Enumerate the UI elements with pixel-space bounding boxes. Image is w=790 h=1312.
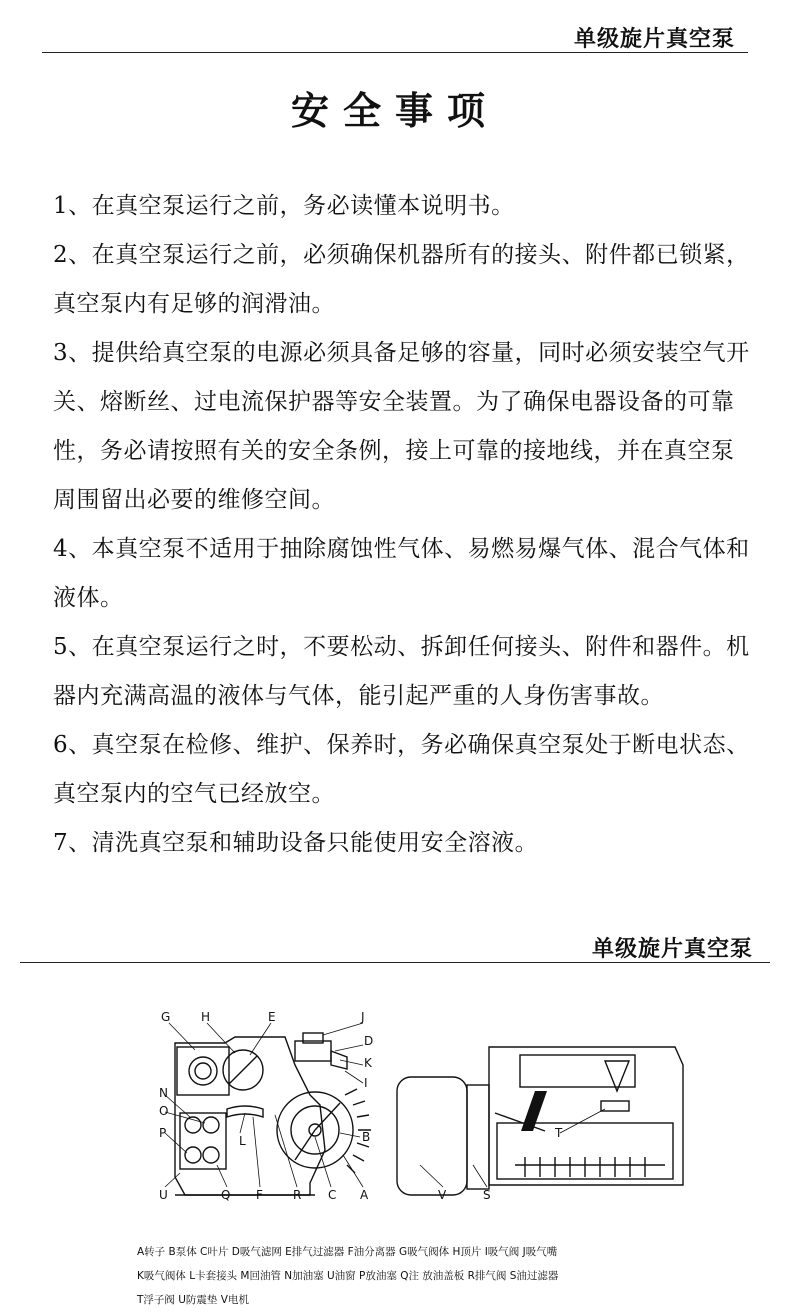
- label-C: C: [328, 1188, 337, 1202]
- label-U: U: [159, 1188, 168, 1202]
- safety-item: 2、在真空泵运行之前，必须确保机器所有的接头、附件都已锁紧，真空泵内有足够的润滑油。: [53, 242, 750, 317]
- label-R: R: [293, 1188, 302, 1202]
- legend-line: K吸气阀体 L卡套接头 M回油管 N加油塞 U油窗 P放油塞 Q注 放油盖板 R排气阀 S油过滤器: [137, 1270, 559, 1282]
- page-header-top: 单级旋片真空泵: [574, 27, 736, 52]
- safety-items-list: [53, 182, 753, 868]
- pump-diagram: [135, 1005, 695, 1235]
- pump-vane-hatched: [521, 1091, 547, 1131]
- label-F: F: [256, 1188, 263, 1202]
- safety-item: 4、本真空泵不适用于抽除腐蚀性气体、易燃易爆气体、混合气体和液体。: [53, 536, 750, 611]
- label-H: H: [201, 1010, 211, 1024]
- legend-line: T浮子阀 U防震垫 V电机: [137, 1294, 249, 1306]
- label-P: P: [159, 1126, 167, 1140]
- label-G: G: [161, 1010, 171, 1024]
- safety-item: 7、清洗真空泵和辅助设备只能使用安全溶液。: [53, 830, 539, 856]
- pump-cross-section-drawing: [175, 1033, 683, 1195]
- label-A: A: [360, 1188, 369, 1202]
- label-S: S: [483, 1188, 491, 1202]
- label-V: V: [438, 1188, 447, 1202]
- label-E: E: [268, 1010, 276, 1024]
- label-O: O: [159, 1104, 169, 1118]
- safety-item: 6、真空泵在检修、维护、保养时，务必确保真空泵处于断电状态、真空泵内的空气已经放空。: [53, 732, 750, 807]
- label-N: N: [159, 1086, 168, 1100]
- label-L: L: [239, 1134, 246, 1148]
- label-B: B: [362, 1130, 371, 1144]
- page-title: 安全事项: [290, 88, 499, 133]
- safety-item: 5、在真空泵运行之时，不要松动、拆卸任何接头、附件和器件。机器内充满高温的液体与气体，能引起严重的人身伤害事故。: [53, 634, 750, 709]
- page-header-bottom: 单级旋片真空泵: [592, 937, 754, 962]
- label-J: J: [361, 1010, 365, 1024]
- safety-item: 3、提供给真空泵的电源必须具备足够的容量，同时必须安装空气开关、熔断丝、过电流保护器等安全装置。为了确保电器设备的可靠性，务必请按照有关的安全条例，接上可靠的接地线，并在真空泵周围留出必要的维修空间。: [53, 340, 750, 513]
- label-K: K: [364, 1056, 372, 1070]
- header-rule-top: [42, 52, 748, 53]
- safety-item: 1、在真空泵运行之前，务必读懂本说明书。: [53, 193, 515, 219]
- label-D: D: [364, 1034, 374, 1048]
- label-T: T: [555, 1126, 563, 1140]
- header-rule-bottom: [20, 962, 770, 963]
- parts-legend: [137, 1240, 697, 1312]
- legend-line: A转子 B泵体 C叶片 D吸气滤网 E排气过滤器 F油分离器 G吸气阀体 H顶片 I吸气阀 J吸气嘴: [137, 1246, 558, 1258]
- diagram-labels: [159, 1010, 563, 1202]
- label-Q: Q: [221, 1188, 231, 1202]
- label-I: I: [364, 1076, 368, 1090]
